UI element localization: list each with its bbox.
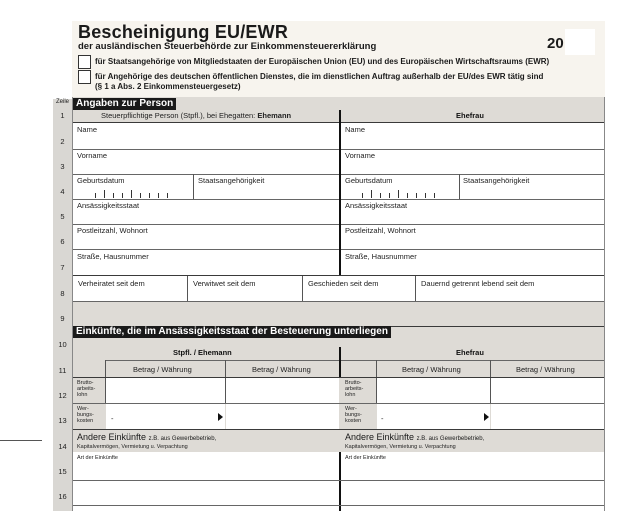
wife-birthdate-field[interactable]: [342, 185, 458, 198]
wife-street-label: Straße, Hausnummer: [345, 252, 417, 261]
widowed-since-field[interactable]: [188, 288, 301, 300]
row9-band: [72, 302, 605, 326]
wife-gross-wage-label: Brutto- arbeits- lohn: [345, 380, 364, 398]
wife-expenses-label: Wer- bungs- kosten: [345, 406, 362, 424]
husband-name-label: Name: [77, 125, 98, 134]
wife-income-type-label: Art der Einkünfte: [345, 455, 386, 461]
widowed-since-label: Verwitwet seit dem: [193, 279, 256, 288]
married-since-field[interactable]: [73, 288, 186, 300]
public-service-checkbox[interactable]: [78, 70, 91, 84]
husband-street-label: Straße, Hausnummer: [77, 252, 149, 261]
row-number: 8: [60, 289, 65, 298]
husband-street-field[interactable]: [73, 261, 338, 274]
eu-ewr-checkbox[interactable]: [78, 55, 91, 69]
married-since-label: Verheiratet seit dem: [78, 279, 145, 288]
wife-street-field[interactable]: [342, 261, 604, 274]
wife-postal-field[interactable]: [342, 235, 604, 248]
separated-since-field[interactable]: [416, 288, 604, 300]
section2-title: Einkünfte, die im Ansässigkeitsstaat der Besteuerung unterliegen: [73, 326, 391, 338]
wife-expenses-field-1[interactable]: [377, 404, 490, 429]
wife-gross-wage-field-2[interactable]: [491, 378, 605, 403]
husband-expenses-field-1[interactable]: [106, 404, 225, 429]
row-number: 4: [60, 187, 65, 196]
husband-firstname-field[interactable]: [73, 160, 338, 173]
separated-since-label: Dauernd getrennt lebend seit dem: [421, 279, 535, 288]
husband-other-income-subtitle: Kapitalvermögen, Vermietung u. Verpachtung: [77, 444, 188, 450]
arrow-right-icon: [484, 413, 489, 421]
row-number: 2: [60, 137, 65, 146]
wife-name-field[interactable]: [342, 134, 604, 148]
wife-firstname-label: Vorname: [345, 151, 376, 160]
wife-expenses-field-2[interactable]: [491, 404, 605, 429]
row-number: 3: [60, 162, 65, 171]
row-number: 5: [60, 212, 65, 221]
husband-income-type-label: Art der Einkünfte: [77, 455, 118, 461]
husband-nationality-field[interactable]: [195, 185, 338, 198]
husband-birthdate-label: Geburtsdatum: [77, 176, 125, 185]
form-title: Bescheinigung EU/EWR: [78, 22, 289, 42]
wife-other-income-subtitle: Kapitalvermögen, Vermietung u. Verpachtung: [345, 444, 456, 450]
husband-firstname-label: Vorname: [77, 151, 108, 160]
husband-gross-wage-field-1[interactable]: [106, 378, 225, 403]
wife-nationality-field[interactable]: [461, 185, 604, 198]
husband-amount-header-2: Betrag / Währung: [252, 365, 311, 374]
row-number: 14: [58, 442, 67, 451]
wife-header: Ehefrau: [456, 111, 484, 120]
row-number: 6: [60, 237, 65, 246]
row-number: 15: [58, 467, 67, 476]
divorced-since-field[interactable]: [303, 288, 414, 300]
husband-gross-wage-label: Brutto- arbeits- lohn: [77, 380, 96, 398]
wife-firstname-field[interactable]: [342, 160, 604, 173]
year-input[interactable]: [565, 29, 595, 55]
husband-name-field[interactable]: [73, 134, 338, 148]
wife-name-label: Name: [345, 125, 366, 134]
divorced-since-label: Geschieden seit dem: [308, 279, 379, 288]
husband-other-income-title: Andere Einkünfte z.B. aus Gewerbebetrieb,: [77, 432, 217, 442]
form-subtitle: der ausländischen Steuerbehörde zur Einkommensteuererklärung: [78, 41, 377, 52]
husband-residence-field[interactable]: [73, 210, 338, 223]
husband-postal-label: Postleitzahl, Wohnort: [77, 226, 148, 235]
husband-residence-label: Ansässigkeitsstaat: [77, 201, 140, 210]
col-husband-header: Stpfl. / Ehemann: [173, 348, 232, 357]
husband-expenses-dash: -: [111, 414, 114, 423]
wife-expenses-dash: -: [381, 414, 384, 423]
row-number: 10: [58, 340, 67, 349]
taxpayer-label: Steuerpflichtige Person (Stpfl.), bei Ehegatten: Ehemann: [101, 111, 292, 120]
wife-postal-label: Postleitzahl, Wohnort: [345, 226, 416, 235]
row-number: 11: [58, 366, 67, 375]
wife-other-income-title: Andere Einkünfte z.B. aus Gewerbebetrieb,: [345, 432, 485, 442]
row-number: 1: [60, 111, 65, 120]
husband-gross-wage-field-2[interactable]: [226, 378, 339, 403]
husband-expenses-label: Wer- bungs- kosten: [77, 406, 94, 424]
public-service-checkbox-label-2: (§ 1 a Abs. 2 Einkommensteuergesetz): [95, 82, 241, 91]
wife-amount-header-2: Betrag / Währung: [516, 365, 575, 374]
husband-expenses-field-2[interactable]: [226, 404, 339, 429]
husband-postal-field[interactable]: [73, 235, 338, 248]
row-number: 12: [58, 391, 67, 400]
column-divider: [339, 110, 341, 275]
husband-amount-header-1: Betrag / Währung: [133, 365, 192, 374]
wife-birthdate-label: Geburtsdatum: [345, 176, 393, 185]
year-prefix: 20: [547, 35, 564, 52]
wife-residence-field[interactable]: [342, 210, 604, 223]
husband-birthdate-field[interactable]: [73, 185, 193, 198]
wife-gross-wage-field-1[interactable]: [377, 378, 490, 403]
wife-amount-header-1: Betrag / Währung: [402, 365, 461, 374]
section1-title: Angaben zur Person: [73, 98, 176, 110]
wife-residence-label: Ansässigkeitsstaat: [345, 201, 408, 210]
wife-nationality-label: Staatsangehörigkeit: [463, 176, 530, 185]
row-number: 13: [58, 416, 67, 425]
row-header: Zeile: [55, 99, 69, 105]
row-number: 16: [58, 492, 67, 501]
public-service-checkbox-label: für Angehörige des deutschen öffentlichen Dienstes, die im dienstlichen Auftrag außerhalb der EU/des EWR tätig sind: [95, 72, 544, 81]
husband-nationality-label: Staatsangehörigkeit: [198, 176, 265, 185]
col-wife-header: Ehefrau: [456, 348, 484, 357]
row-number: 7: [60, 263, 65, 272]
margin-mark: [0, 440, 42, 441]
eu-ewr-checkbox-label: für Staatsangehörige von Mitgliedstaaten der Europäischen Union (EU) und des Europäischen Wirtschaftsraums (EWR): [95, 57, 550, 66]
arrow-right-icon: [218, 413, 223, 421]
row-number: 9: [60, 314, 65, 323]
